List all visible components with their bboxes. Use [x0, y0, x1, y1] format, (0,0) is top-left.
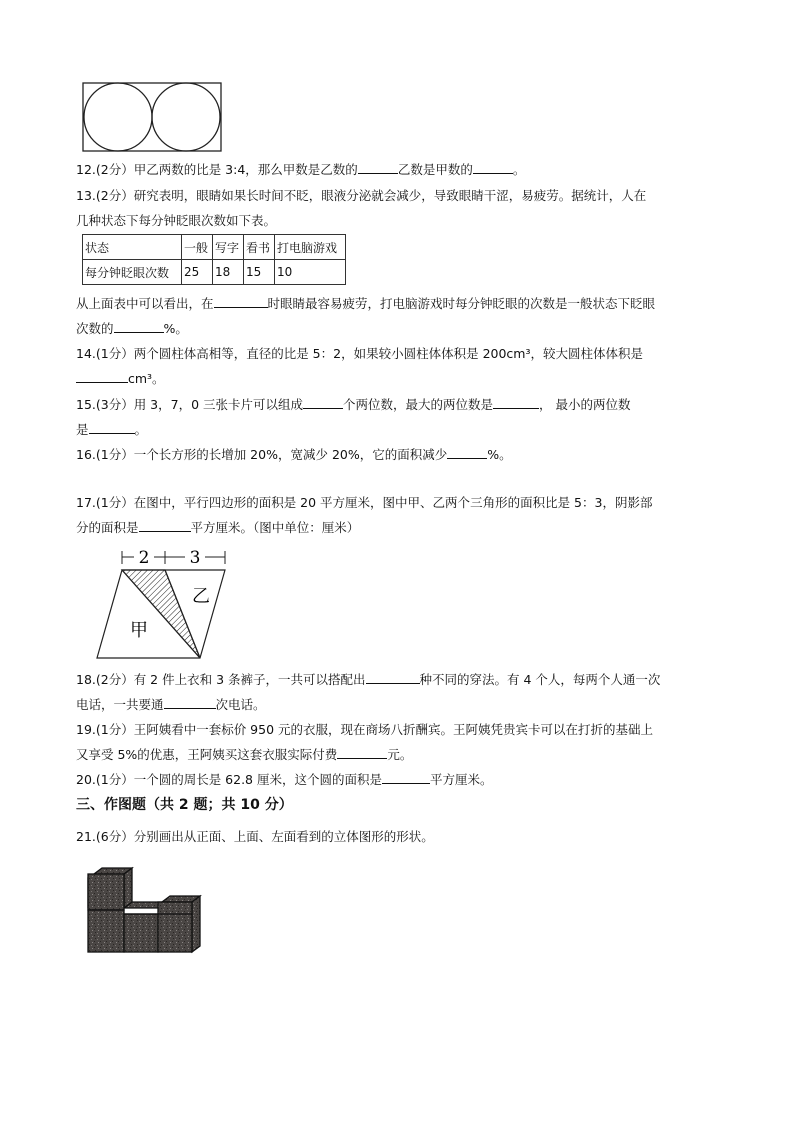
- question-21: 21.(6分）分别画出从正面、上面、左面看到的立体图形的形状。: [76, 829, 434, 844]
- question-19-line1: 19.(1分）王阿姨看中一套标价 950 元的衣服，现在商场八折酬宾。王阿姨凭贵宾卡可以在打折的基础上: [76, 722, 654, 737]
- parallelogram-figure: [92, 546, 242, 662]
- table-header-cell: 一般: [182, 235, 213, 260]
- cube-stack-figure: [84, 866, 214, 956]
- question-15-line2: 是 。: [76, 422, 148, 437]
- answer-blank[interactable]: [76, 370, 128, 383]
- table-cell: 25: [182, 260, 213, 285]
- question-14-line1: 14.(1分）两个圆柱体高相等，直径的比是 5：2，如果较小圆柱体体积是 200cm³，较大圆柱体体积是: [76, 346, 643, 361]
- answer-blank[interactable]: [139, 519, 191, 532]
- table-header-cell: 打电脑游戏: [275, 235, 346, 260]
- answer-blank[interactable]: [303, 396, 343, 409]
- answer-blank[interactable]: [337, 746, 387, 759]
- table-row: [83, 235, 346, 260]
- answer-blank[interactable]: [473, 161, 513, 174]
- two-circles-figure: [82, 80, 224, 154]
- answer-blank[interactable]: [358, 161, 398, 174]
- question-14-line2: cm³。: [76, 370, 165, 388]
- answer-blank[interactable]: [114, 320, 164, 333]
- answer-blank[interactable]: [214, 295, 268, 308]
- table-row: [83, 260, 346, 285]
- question-13-line1: 13.(2分）研究表明，眼睛如果长时间不眨，眼液分泌就会减少，导致眼睛干涩，易疲劳。据统计，人在: [76, 188, 647, 203]
- triangle-label-jia: 甲: [130, 620, 148, 641]
- answer-blank[interactable]: [493, 396, 539, 409]
- dimension-label: 3: [189, 548, 201, 568]
- table-header-cell: 状态: [83, 235, 182, 260]
- question-16: 16.(1分）一个长方形的长增加 20%，宽减少 20%，它的面积减少 %。: [76, 447, 512, 462]
- question-13-line3: 从上面表中可以看出，在 时眼睛最容易疲劳，打电脑游戏时每分钟眨眼的次数是一般状态下眨眼: [76, 296, 656, 311]
- question-20: 20.(1分）一个圆的周长是 62.8 厘米，这个圆的面积是 平方厘米。: [76, 772, 493, 787]
- table-header-cell: 写字: [213, 235, 244, 260]
- answer-blank[interactable]: [382, 771, 430, 784]
- question-13-line4: 次数的 %。: [76, 321, 188, 336]
- table-cell: 10: [275, 260, 346, 285]
- triangle-label-yi: 乙: [192, 586, 210, 607]
- section-title: 三、作图题（共 2 题；共 10 分）: [76, 797, 293, 813]
- table-cell: 15: [244, 260, 275, 285]
- question-12: 12.(2分）甲乙两数的比是 3:4，那么甲数是乙数的 乙数是甲数的 。: [76, 162, 526, 177]
- answer-blank[interactable]: [366, 671, 420, 684]
- question-13-line2: 几种状态下每分钟眨眼次数如下表。: [76, 213, 277, 228]
- question-17-line2: 分的面积是 平方厘米。（图中单位：厘米）: [76, 520, 360, 535]
- question-17-line1: 17.(1分）在图中，平行四边形的面积是 20 平方厘米，图中甲、乙两个三角形的面积比是 5：3，阴影部: [76, 495, 653, 510]
- blink-stats-table: [82, 234, 346, 285]
- answer-blank[interactable]: [447, 446, 487, 459]
- table-row-label: 每分钟眨眼次数: [83, 260, 182, 285]
- answer-blank[interactable]: [164, 696, 216, 709]
- table-cell: 18: [213, 260, 244, 285]
- question-18-line2: 电话，一共要通 次电话。: [76, 697, 266, 712]
- question-19-line2: 又享受 5%的优惠，王阿姨买这套衣服实际付费 元。: [76, 747, 413, 762]
- dimension-label: 2: [138, 548, 150, 568]
- table-header-cell: 看书: [244, 235, 275, 260]
- answer-blank[interactable]: [89, 421, 135, 434]
- question-18-line1: 18.(2分）有 2 件上衣和 3 条裤子，一共可以搭配出 种不同的穿法。有 4 个人，每两个人通一次: [76, 672, 661, 687]
- question-15-line1: 15.(3分）用 3，7，0 三张卡片可以组成 个两位数，最大的两位数是 ， 最小的两位数: [76, 397, 631, 412]
